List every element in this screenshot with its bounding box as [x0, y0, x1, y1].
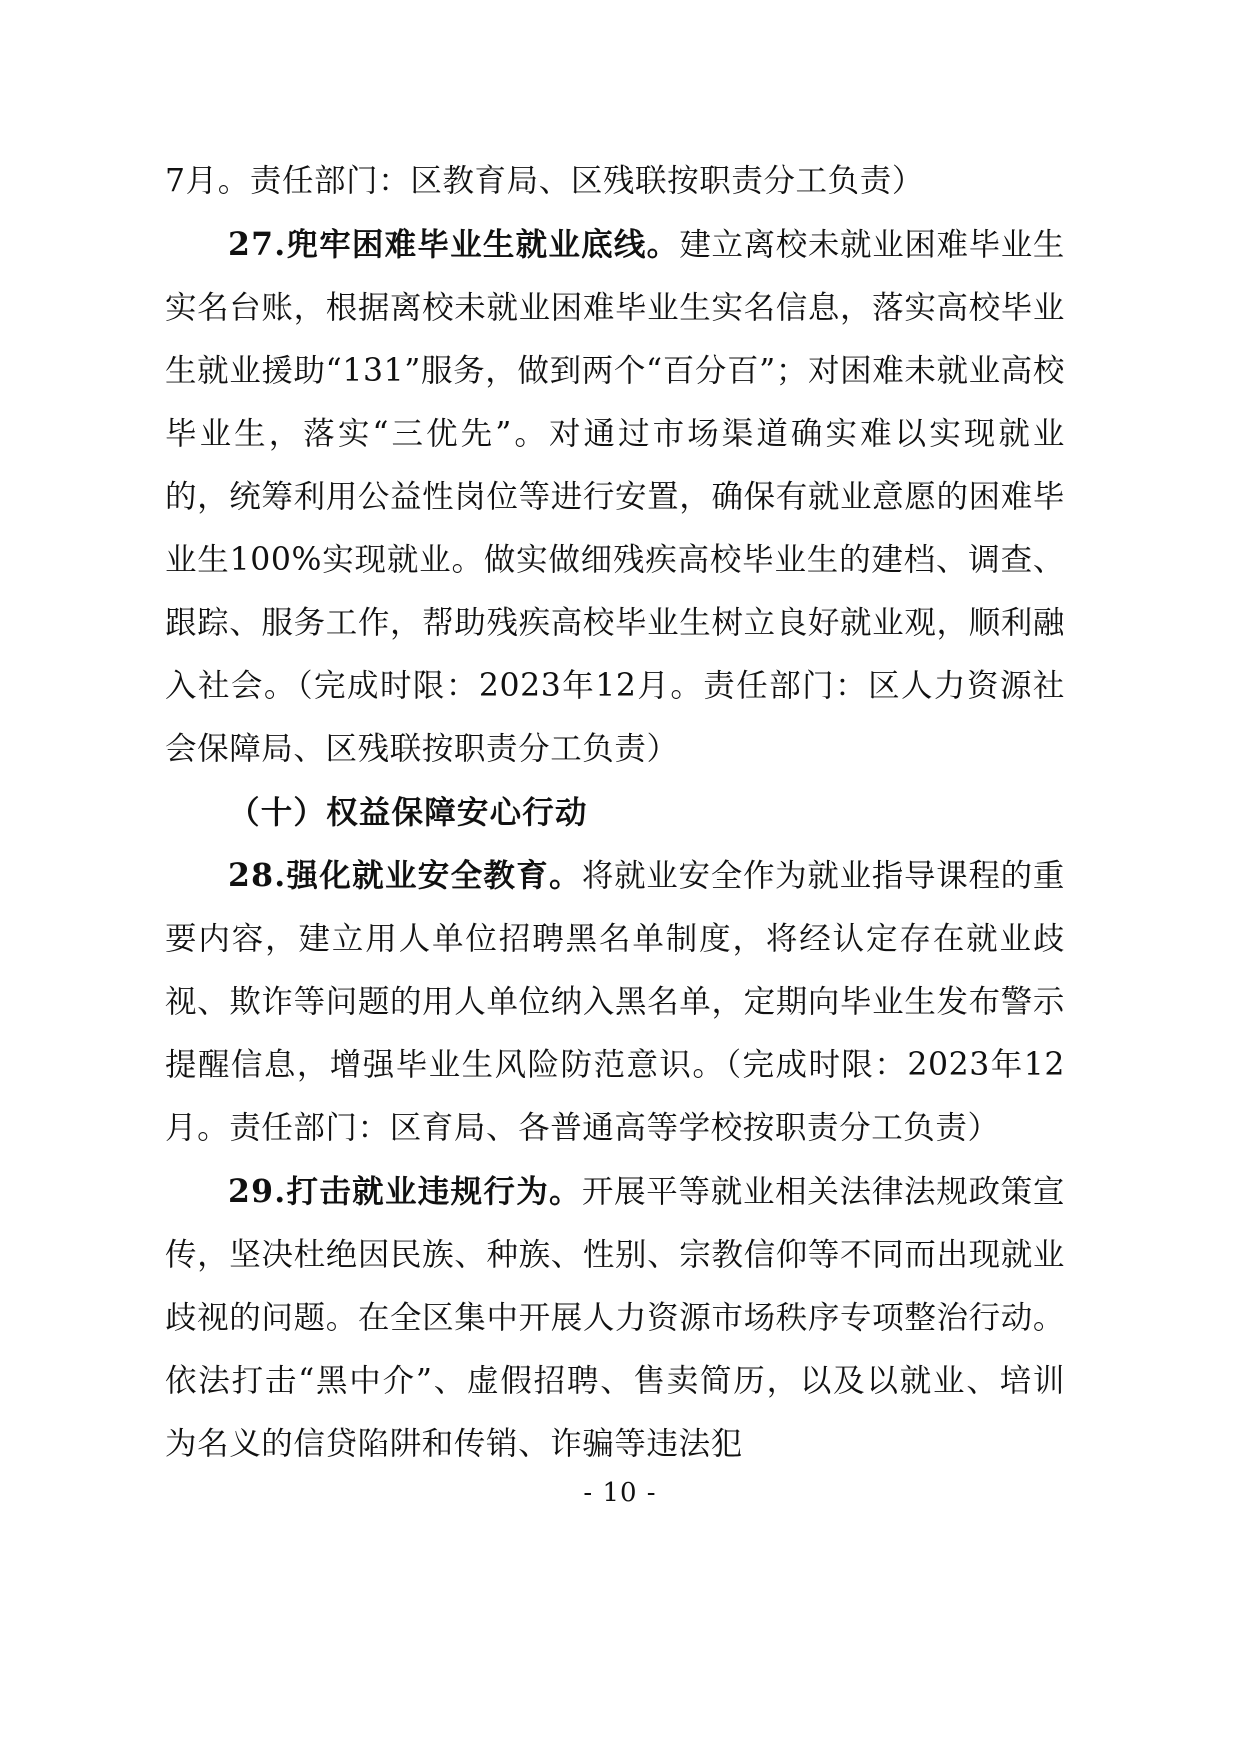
page-number: - 10 -	[583, 1478, 657, 1508]
numbered-item-29	[165, 1160, 1065, 1476]
item-27-number: 27.	[228, 226, 287, 263]
numbered-item-27	[165, 213, 1065, 781]
continued-paragraph: 7月。责任部门：区教育局、区残联按职责分工负责）	[165, 163, 924, 199]
document-body	[165, 150, 1065, 1476]
section-heading-ten: （十）权益保障安心行动	[228, 794, 588, 831]
numbered-item-28	[165, 844, 1065, 1160]
item-28-body: 将就业安全作为就业指导课程的重要内容，建立用人单位招聘黑名单制度，将经认定存在就业歧视、欺诈等问题的用人单位纳入黑名单，定期向毕业生发布警示提醒信息，增强毕业生风险防范意识。（完成时限：2023年12月。责任部门：区育局、各普通高等学校按职责分工负责）	[165, 858, 1065, 1146]
item-29-number: 29.	[228, 1173, 287, 1210]
item-28-number: 28.	[228, 857, 287, 894]
item-28-lead: 强化就业安全教育。	[286, 857, 582, 894]
item-27-body: 建立离校未就业困难毕业生实名台账，根据离校未就业困难毕业生实名信息，落实高校毕业生就业援助“131”服务，做到两个“百分百”；对困难未就业高校毕业生，落实“三优先”。对通过市场渠道确实难以实现就业的，统筹利用公益性岗位等进行安置，确保有就业意愿的困难毕业生100%实现就业。做实做细残疾高校毕业生的建档、调查、跟踪、服务工作，帮助残疾高校毕业生树立良好就业观，顺利融入社会。（完成时限：2023年12月。责任部门：区人力资源社会保障局、区残联按职责分工负责）	[165, 227, 1065, 767]
item-27-lead: 兜牢困难毕业生就业底线。	[286, 226, 680, 263]
item-29-lead: 打击就业违规行为。	[286, 1173, 582, 1210]
item-29-body: 开展平等就业相关法律法规政策宣传，坚决杜绝因民族、种族、性别、宗教信仰等不同而出现就业歧视的问题。在全区集中开展人力资源市场秩序专项整治行动。依法打击“黑中介”、虚假招聘、售卖简历，以及以就业、培训为名义的信贷陷阱和传销、诈骗等违法犯	[165, 1174, 1065, 1462]
